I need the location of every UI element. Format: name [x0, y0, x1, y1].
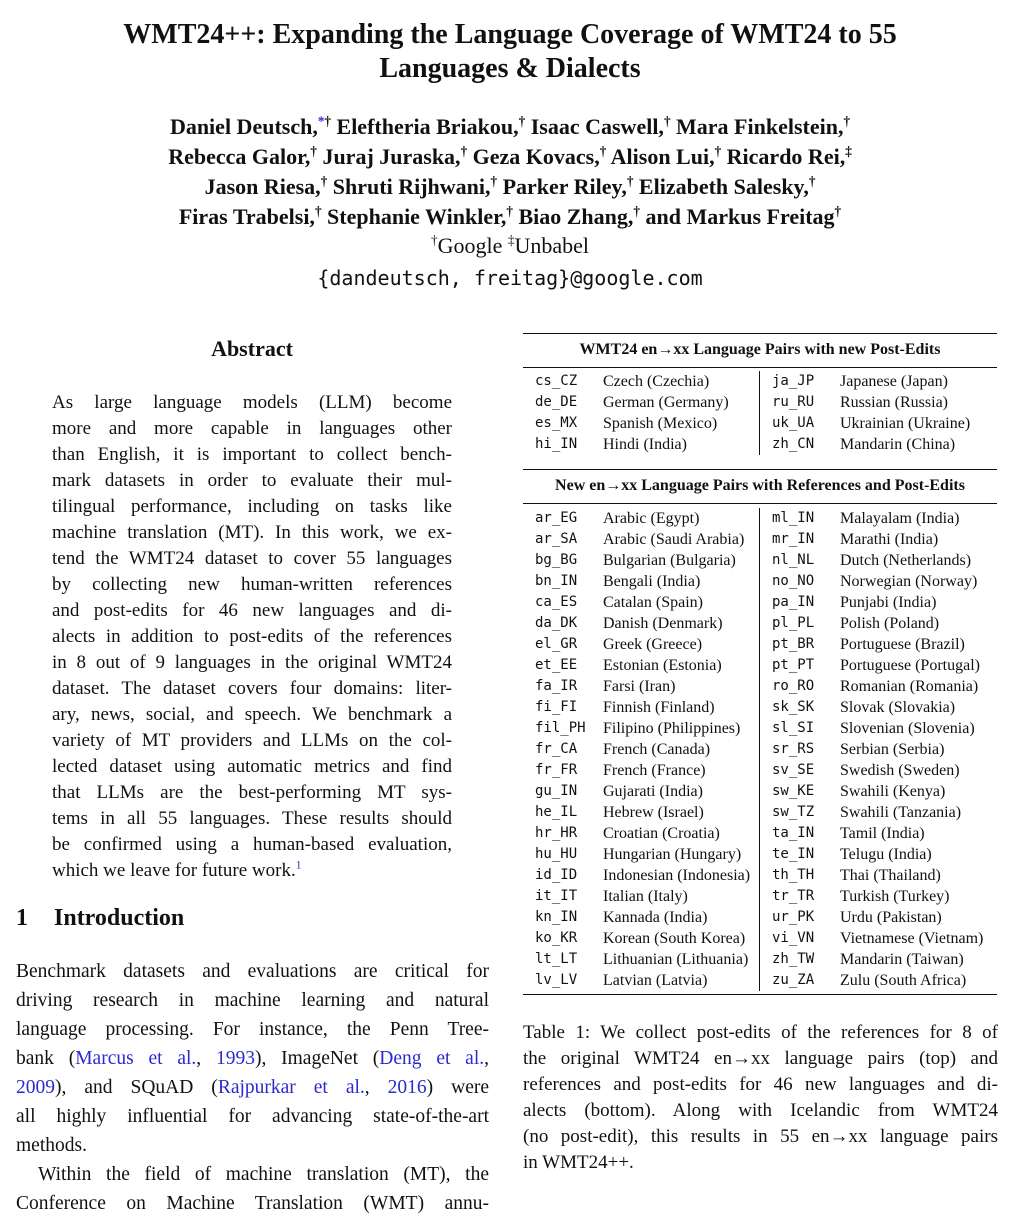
abstract-line: tend the WMT24 dataset to cover 55 languages — [52, 548, 452, 569]
table-row — [523, 802, 759, 823]
author-name: Ricardo Rei, — [726, 144, 846, 169]
language-code: lv_LV — [535, 972, 578, 988]
table-row — [523, 571, 759, 592]
language-code: sk_SK — [772, 699, 815, 715]
table-row — [523, 613, 759, 634]
author-name: Alison Lui, — [610, 144, 715, 169]
language-code: ca_ES — [535, 594, 578, 610]
language-code: bg_BG — [535, 552, 578, 568]
text: , — [196, 1048, 216, 1069]
contact-email: {dandeutsch, freitag}@google.com — [317, 266, 703, 290]
table-row — [523, 907, 759, 928]
language-code: ur_PK — [772, 909, 815, 925]
text: ) were — [426, 1077, 490, 1098]
author-name: Eleftheria Briakou, — [336, 114, 519, 139]
table-row — [760, 413, 997, 434]
table-row — [760, 886, 997, 907]
language-name: Punjabi (India) — [840, 594, 937, 611]
table-column — [523, 508, 760, 991]
language-name: Spanish (Mexico) — [603, 415, 718, 432]
author-name: Biao Zhang, — [518, 204, 634, 229]
author-name: Geza Kovacs, — [472, 144, 600, 169]
language-code: hu_HU — [535, 846, 578, 862]
language-name: Ukrainian (Ukraine) — [840, 415, 971, 432]
affil-org: Unbabel — [514, 233, 589, 258]
abstract-line: in 8 out of 9 languages in the original WMT24 — [52, 652, 452, 673]
language-table — [523, 333, 997, 995]
language-name: Farsi (Iran) — [603, 678, 676, 695]
language-name: Latvian (Latvia) — [603, 972, 708, 989]
language-name: Romanian (Romania) — [840, 678, 979, 695]
table-row — [760, 802, 997, 823]
language-name: Portuguese (Brazil) — [840, 636, 965, 653]
language-name: Greek (Greece) — [603, 636, 703, 653]
language-code: sv_SE — [772, 762, 815, 778]
table-row — [760, 865, 997, 886]
author-mark: ‡ — [845, 143, 852, 159]
author-line — [0, 202, 1020, 232]
author-name: Rebecca Galor, — [168, 144, 311, 169]
abstract-line: mark datasets in order to evaluate their mul- — [52, 470, 452, 491]
author-name: Shruti Rijhwani, — [332, 174, 491, 199]
language-code: fil_PH — [535, 720, 586, 736]
language-name: Filipino (Philippines) — [603, 720, 741, 737]
text: ), ImageNet ( — [254, 1048, 380, 1069]
language-name: Hindi (India) — [603, 436, 687, 453]
citation-link[interactable]: Marcus et al. — [75, 1048, 197, 1069]
language-name: Urdu (Pakistan) — [840, 909, 942, 926]
table-row — [760, 592, 997, 613]
language-name: Serbian (Serbia) — [840, 741, 945, 758]
language-name: Arabic (Egypt) — [603, 510, 700, 527]
author-mark: † — [320, 173, 328, 189]
author-line — [0, 172, 1020, 202]
author-mark: † — [460, 143, 468, 159]
table-row — [760, 928, 997, 949]
language-code: gu_IN — [535, 783, 578, 799]
table-row — [760, 392, 997, 413]
author-mark: † — [310, 143, 317, 159]
author-name: and Markus Freitag — [645, 204, 835, 229]
table-row — [523, 844, 759, 865]
text: ), and SQuAD ( — [55, 1077, 218, 1098]
language-code: hi_IN — [535, 436, 578, 452]
language-name: Bulgarian (Bulgaria) — [603, 552, 736, 569]
table-row — [523, 655, 759, 676]
language-name: Bengali (India) — [603, 573, 701, 590]
abstract-line: dataset. The dataset covers four domains: liter- — [52, 678, 452, 699]
section-heading — [16, 905, 184, 932]
language-code: ro_RO — [772, 678, 815, 694]
table-row — [760, 508, 997, 529]
author-name: Juraj Juraska, — [322, 144, 461, 169]
author-mark: † — [490, 173, 498, 189]
table-caption — [523, 1020, 998, 1176]
table-row — [760, 550, 997, 571]
author-mark: † — [808, 173, 816, 189]
abstract-body — [52, 390, 452, 884]
abstract-line: than English, it is important to collect bench- — [52, 444, 452, 465]
section-number: 1 — [16, 905, 28, 931]
author-line — [0, 112, 1020, 142]
author-mark: † — [663, 113, 671, 129]
table-row — [523, 371, 759, 392]
language-name: Japanese (Japan) — [840, 373, 948, 390]
language-code: fr_FR — [535, 762, 578, 778]
language-code: nl_NL — [772, 552, 815, 568]
table-row — [760, 760, 997, 781]
table-top-heading: WMT24 en→xx Language Pairs with new Post-Edits — [579, 341, 941, 358]
intro-line: Conference on Machine Translation (WMT) annu- — [16, 1193, 489, 1214]
language-code: no_NO — [772, 573, 815, 589]
language-name: Hungarian (Hungary) — [603, 846, 742, 863]
footnote-marker[interactable]: 1 — [295, 859, 302, 872]
abstract-line: that LLMs are the best-performing MT sys- — [52, 782, 452, 803]
text: bank ( — [16, 1048, 76, 1069]
author-mark: † — [626, 173, 634, 189]
language-name: Mandarin (Taiwan) — [840, 951, 964, 968]
language-name: Telugu (India) — [840, 846, 932, 863]
abstract-line: alects in addition to post-edits of the references — [52, 626, 452, 647]
abstract-line: which we leave for future work.$^1$ — [52, 859, 302, 881]
language-name: Arabic (Saudi Arabia) — [603, 531, 745, 548]
abstract-line: As large language models (LLM) become — [52, 392, 452, 413]
language-name: Portuguese (Portugal) — [840, 657, 980, 674]
affil-org: Google — [437, 233, 503, 258]
table-row — [523, 823, 759, 844]
section-title: Introduction — [54, 905, 185, 931]
language-name: French (Canada) — [603, 741, 711, 758]
author-name: Daniel Deutsch, — [169, 114, 318, 139]
language-code: bn_IN — [535, 573, 578, 589]
language-code: th_TH — [772, 867, 815, 883]
table-bottom-heading: New en→xx Language Pairs with References and Post-Edits — [555, 477, 965, 494]
language-name: Finnish (Finland) — [603, 699, 715, 716]
abstract-line: by collecting new human-written references — [52, 574, 452, 595]
language-name: Slovenian (Slovenia) — [840, 720, 975, 737]
author-mark: † — [599, 143, 607, 159]
abstract-line: machine translation (MT). In this work, we ex- — [52, 522, 452, 543]
language-name: Slovak (Slovakia) — [840, 699, 956, 716]
caption-line: (no post-edit), this results in 55 en→xx language pairs — [523, 1126, 998, 1147]
table-row — [523, 739, 759, 760]
language-name: Catalan (Spain) — [603, 594, 703, 611]
table-row — [760, 844, 997, 865]
language-name: French (France) — [603, 762, 706, 779]
table-row — [760, 371, 997, 392]
language-code: ml_IN — [772, 510, 815, 526]
table-row — [760, 697, 997, 718]
table-row — [760, 949, 997, 970]
language-code: hr_HR — [535, 825, 578, 841]
table-row — [523, 928, 759, 949]
text: , — [484, 1048, 490, 1069]
language-name: Estonian (Estonia) — [603, 657, 722, 674]
abstract-line: tems in all 55 languages. These results should — [52, 808, 452, 829]
table-row — [760, 571, 997, 592]
table-row — [760, 655, 997, 676]
text: , — [364, 1077, 388, 1098]
author-line — [0, 142, 1020, 172]
table-row — [760, 907, 997, 928]
citation-link[interactable]: Rajpurkar et al. — [217, 1077, 365, 1098]
language-name: Dutch (Netherlands) — [840, 552, 972, 569]
language-code: it_IT — [535, 888, 578, 904]
language-code: et_EE — [535, 657, 578, 673]
abstract-line: be confirmed using a human-based evaluation, — [52, 834, 452, 855]
table-column — [760, 508, 997, 991]
table-row — [523, 634, 759, 655]
abstract-line: ary, news, social, and speech. We benchmark a — [52, 704, 452, 725]
language-code: ru_RU — [772, 394, 815, 410]
language-code: ko_KR — [535, 930, 578, 946]
table-bottom-rule — [523, 994, 997, 995]
intro-line — [16, 1044, 489, 1073]
table-row — [523, 886, 759, 907]
intro-line: methods. — [16, 1135, 87, 1156]
author-mark: * — [317, 113, 325, 129]
table-row — [523, 949, 759, 970]
language-code: vi_VN — [772, 930, 815, 946]
language-code: sr_RS — [772, 741, 815, 757]
author-name: Elizabeth Salesky, — [638, 174, 809, 199]
intro-line: Benchmark datasets and evaluations are critical for — [16, 961, 489, 982]
abstract-line: variety of MT providers and LLMs on the col- — [52, 730, 452, 751]
abstract-line: lected dataset using automatic metrics and find — [52, 756, 452, 777]
table-row — [523, 676, 759, 697]
language-code: sw_KE — [772, 783, 815, 799]
intro-line: Within the field of machine translation (MT), the — [38, 1164, 489, 1185]
language-code: fi_FI — [535, 699, 578, 715]
language-code: sl_SI — [772, 720, 815, 736]
author-list — [0, 112, 1020, 232]
language-code: kn_IN — [535, 909, 578, 925]
table-row — [523, 697, 759, 718]
language-name: Turkish (Turkey) — [840, 888, 950, 905]
abstract-line: and post-edits for 46 new languages and di- — [52, 600, 452, 621]
table-bottom-grid — [523, 504, 997, 994]
author-name: Jason Riesa, — [204, 174, 321, 199]
table-row — [523, 413, 759, 434]
table-row — [760, 529, 997, 550]
language-name: Vietnamese (Vietnam) — [840, 930, 984, 947]
intro-body — [16, 957, 489, 1218]
affil-mark: ‡ — [507, 232, 515, 248]
table-row — [523, 865, 759, 886]
language-code: fa_IR — [535, 678, 578, 694]
author-mark: † — [633, 203, 640, 219]
affil-mark: † — [431, 232, 438, 248]
table-row — [523, 760, 759, 781]
language-code: pa_IN — [772, 594, 815, 610]
abstract-line: tilingual performance, including on tasks like — [52, 496, 452, 517]
citation-year-link[interactable]: 1993 — [215, 1048, 255, 1069]
intro-line: all highly influential for advancing state-of-the-art — [16, 1106, 489, 1127]
language-name: Danish (Denmark) — [603, 615, 723, 632]
author-name: Stephanie Winkler, — [327, 204, 507, 229]
language-name: Indonesian (Indonesia) — [603, 867, 751, 884]
table-row — [760, 613, 997, 634]
table-row — [760, 970, 997, 991]
author-name: Isaac Caswell, — [530, 114, 664, 139]
language-code: pt_BR — [772, 636, 815, 652]
language-code: he_IL — [535, 804, 578, 820]
table-row — [760, 718, 997, 739]
paper-title — [0, 18, 1020, 86]
author-mark: † — [314, 203, 322, 219]
language-name: Korean (South Korea) — [603, 930, 746, 947]
abstract-line: more and more capable in languages other — [52, 418, 452, 439]
citation-year-link[interactable]: 2009 — [16, 1077, 55, 1098]
language-code: uk_UA — [772, 415, 815, 431]
language-name: Kannada (India) — [603, 909, 708, 926]
language-name: Italian (Italy) — [603, 888, 688, 905]
language-name: Hebrew (Israel) — [603, 804, 704, 821]
caption-line: references and post-edits for 46 new languages and di- — [523, 1074, 998, 1095]
caption-line: alects (bottom). Along with Icelandic from WMT24 — [523, 1100, 998, 1121]
language-code: el_GR — [535, 636, 578, 652]
language-name: Thai (Thailand) — [840, 867, 941, 884]
language-code: mr_IN — [772, 531, 815, 547]
language-code: cs_CZ — [535, 373, 578, 389]
intro-line: language processing. For instance, the Penn Tree- — [16, 1019, 489, 1040]
table-row — [523, 392, 759, 413]
table-column — [523, 371, 760, 455]
table-row — [760, 676, 997, 697]
author-mark: † — [714, 143, 722, 159]
language-name: Lithuanian (Lithuania) — [603, 951, 749, 968]
table-column — [760, 371, 997, 455]
table-row — [523, 718, 759, 739]
language-code: es_MX — [535, 415, 578, 431]
table-row — [760, 823, 997, 844]
language-code: sw_TZ — [772, 804, 815, 820]
language-code: ar_EG — [535, 510, 578, 526]
citation-year-link[interactable]: 2016 — [387, 1077, 427, 1098]
author-mark: † — [518, 113, 526, 129]
language-name: Marathi (India) — [840, 531, 939, 548]
table-top-grid — [523, 368, 997, 457]
caption-line: Table 1: We collect post-edits of the references for 8 of — [523, 1022, 998, 1043]
table-row — [523, 592, 759, 613]
language-name: German (Germany) — [603, 394, 729, 411]
table-row — [523, 970, 759, 991]
language-code: lt_LT — [535, 951, 578, 967]
language-name: Croatian (Croatia) — [603, 825, 720, 842]
citation-link[interactable]: Deng et al. — [379, 1048, 485, 1069]
abstract-heading: Abstract — [211, 336, 293, 361]
author-mark: † — [506, 203, 513, 219]
language-name: Gujarati (India) — [603, 783, 703, 800]
table-row — [523, 529, 759, 550]
language-code: da_DK — [535, 615, 578, 631]
language-code: zh_TW — [772, 951, 815, 967]
language-name: Swahili (Tanzania) — [840, 804, 962, 821]
language-code: ja_JP — [772, 373, 815, 389]
language-code: tr_TR — [772, 888, 815, 904]
language-name: Swahili (Kenya) — [840, 783, 946, 800]
table-row — [523, 508, 759, 529]
language-code: pt_PT — [772, 657, 815, 673]
language-code: zh_CN — [772, 436, 815, 452]
title-line: Languages & Dialects — [379, 53, 641, 84]
language-name: Zulu (South Africa) — [840, 972, 967, 989]
intro-line — [16, 1073, 489, 1102]
language-code: id_ID — [535, 867, 578, 883]
language-code: pl_PL — [772, 615, 815, 631]
language-name: Russian (Russia) — [840, 394, 948, 411]
language-name: Malayalam (India) — [840, 510, 960, 527]
language-name: Swedish (Sweden) — [840, 762, 960, 779]
table-row — [760, 634, 997, 655]
table-row — [760, 434, 997, 455]
author-name: Firas Trabelsi, — [178, 204, 315, 229]
language-code: ar_SA — [535, 531, 578, 547]
language-code: te_IN — [772, 846, 815, 862]
table-row — [523, 550, 759, 571]
author-mark: † — [834, 203, 842, 219]
intro-line: driving research in machine learning and natural — [16, 990, 489, 1011]
language-name: Norwegian (Norway) — [840, 573, 978, 590]
author-mark: † — [843, 113, 851, 129]
table-row — [760, 739, 997, 760]
author-name: Parker Riley, — [502, 174, 627, 199]
language-name: Czech (Czechia) — [603, 373, 710, 390]
caption-line: in WMT24++. — [523, 1152, 634, 1173]
language-code: zu_ZA — [772, 972, 815, 988]
language-name: Mandarin (China) — [840, 436, 956, 453]
affiliations — [0, 232, 1020, 260]
title-line: WMT24++: Expanding the Language Coverage of WMT24 to 55 — [123, 19, 897, 50]
language-name: Polish (Poland) — [840, 615, 940, 632]
table-row — [523, 781, 759, 802]
author-name: Mara Finkelstein, — [676, 114, 844, 139]
language-code: de_DE — [535, 394, 578, 410]
language-name: Tamil (India) — [840, 825, 925, 842]
caption-line: the original WMT24 en→xx language pairs (top) and — [523, 1048, 998, 1069]
author-mark: † — [324, 113, 332, 129]
language-code: fr_CA — [535, 741, 578, 757]
table-row — [760, 781, 997, 802]
table-row — [523, 434, 759, 455]
language-code: ta_IN — [772, 825, 815, 841]
